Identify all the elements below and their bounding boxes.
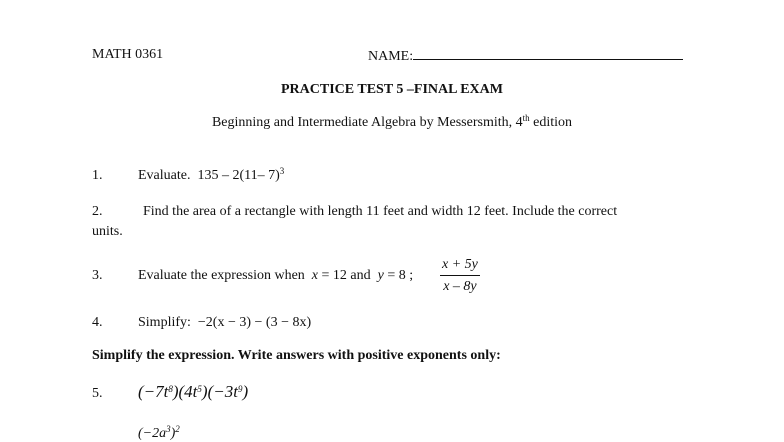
- name-field: [368, 47, 683, 65]
- section-heading: Simplify the expression. Write answers with positive exponents only:: [92, 348, 501, 363]
- subtitle-superscript: th: [522, 113, 530, 123]
- fraction-numerator: x + 5y: [442, 257, 478, 272]
- problem-2-line-2: units.: [92, 224, 123, 239]
- problem-3-y-variable: y: [377, 268, 384, 283]
- problem-1-label: Evaluate.: [138, 168, 191, 183]
- problem-2-number: 2.: [92, 204, 103, 219]
- p6-base: (−2a: [138, 426, 167, 441]
- p6-inner-exponent: 3: [166, 424, 171, 434]
- problem-5-number: 5.: [92, 386, 103, 401]
- problem-3-label: Evaluate the expression when: [138, 268, 305, 283]
- problem-4-expression: −2(x − 3) − (3 − 8x): [197, 315, 312, 330]
- problem-3-y-value: = 8 ;: [387, 268, 414, 283]
- problem-3-x-value: = 12 and: [321, 268, 371, 283]
- problem-3-fraction: [440, 257, 480, 295]
- problem-2-line-1: Find the area of a rectangle with length 11 feet and width 12 feet. Include the correct: [143, 204, 618, 219]
- problem-4-label: Simplify:: [138, 315, 191, 330]
- page-title: PRACTICE TEST 5 –FINAL EXAM: [281, 82, 503, 97]
- problem-3-number: 3.: [92, 268, 103, 283]
- problem-4-number: 4.: [92, 315, 103, 330]
- subtitle-text: Beginning and Intermediate Algebra by Messersmith, 4: [211, 115, 523, 130]
- course-code: MATH 0361: [92, 47, 164, 62]
- factor-close: ): [242, 382, 249, 401]
- problem-4: [138, 315, 311, 331]
- problem-3: [138, 268, 413, 284]
- page-subtitle: [0, 115, 784, 131]
- factor-2-exponent: 5: [197, 384, 202, 394]
- problem-1-exponent: 3: [279, 166, 285, 176]
- factor-3-exponent: 9: [237, 384, 243, 394]
- factor-1-exponent: 8: [168, 384, 173, 394]
- problem-5-expression: [138, 382, 248, 402]
- factor-1: (−7t: [138, 382, 169, 401]
- subtitle-text-after: edition: [529, 115, 573, 130]
- factor-2: )(4t: [172, 382, 198, 401]
- problem-3-x-variable: x: [311, 268, 318, 283]
- fraction-denominator: x – 8y: [443, 279, 477, 294]
- p6-outer-exponent: 2: [175, 424, 180, 434]
- problem-1-number: 1.: [92, 168, 103, 183]
- name-blank-line: [413, 47, 683, 60]
- problem-6-partial-expression: [138, 426, 180, 442]
- name-label: NAME:: [368, 49, 414, 64]
- p6-close: ): [170, 426, 176, 441]
- problem-1: [138, 168, 284, 184]
- factor-3: )(−3t: [201, 382, 238, 401]
- problem-1-expression: 135 – 2(11– 7): [197, 168, 280, 183]
